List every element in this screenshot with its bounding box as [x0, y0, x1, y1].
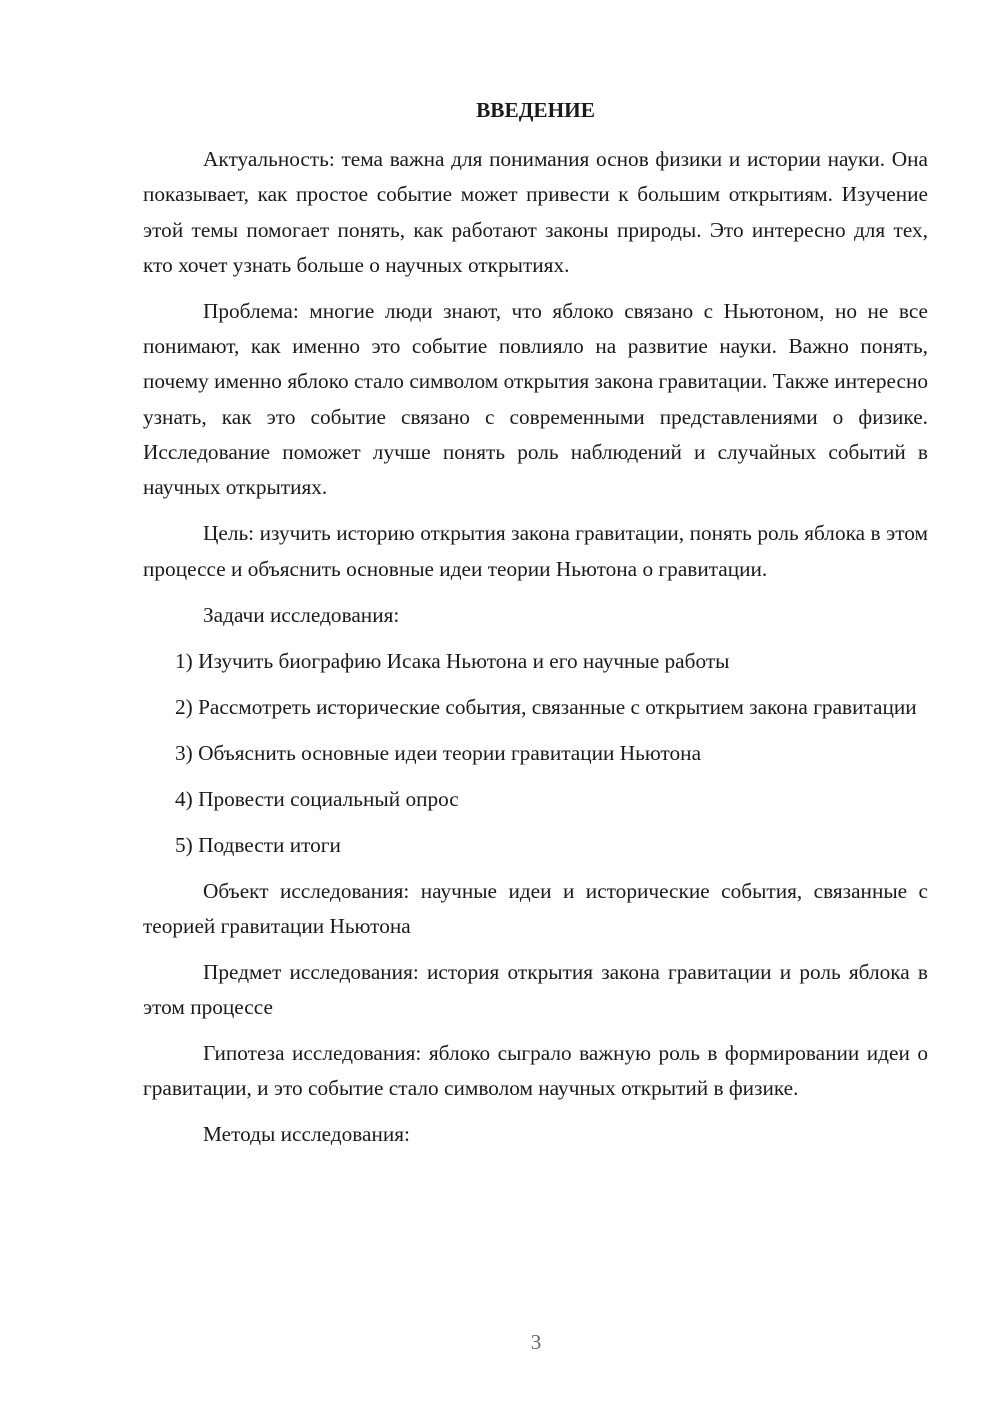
- section-title: ВВЕДЕНИЕ: [476, 98, 595, 122]
- page-content: [143, 93, 928, 1163]
- paragraph-relevance: Актуальность: тема важна для понимания основ физики и истории науки. Она показывает, как простое событие может привести к большим открытиям. Изучение этой темы помогает понять, как работают законы природы. Это интересно для тех, кто хочет узнать больше о научных открытиях.: [143, 147, 928, 277]
- tasks-heading: Задачи исследования:: [203, 602, 400, 627]
- task-item-5: 5) Подвести итоги: [175, 832, 341, 857]
- paragraph-subject: Предмет исследования: история открытия закона гравитации и роль яблока в этом процессе: [143, 959, 928, 1020]
- paragraph-goal: Цель: изучить историю открытия закона гравитации, понять роль яблока в этом процессе и объяснить основные идеи теории Ньютона о гравитации.: [143, 521, 928, 581]
- task-item-1: 1) Изучить биографию Исака Ньютона и его научные работы: [175, 648, 730, 673]
- page-number: 3: [530, 1330, 542, 1354]
- paragraph-problem: Проблема: многие люди знают, что яблоко связано с Ньютоном, но не все понимают, как именно это событие повлияло на развитие науки. Важно понять, почему именно яблоко стало символом открытия закона гравитации. Также интересно узнать, как это событие связано с современными представлениями о физике. Исследование поможет лучше понять роль наблюдений и случайных событий в научных открытиях.: [143, 298, 928, 500]
- task-item-4: 4) Провести социальный опрос: [175, 786, 459, 811]
- paragraph-object: Объект исследования: научные идеи и исторические события, связанные с теорией гравитации Ньютона: [143, 878, 928, 938]
- task-item-3: 3) Объяснить основные идеи теории гравитации Ньютона: [175, 740, 702, 765]
- task-item-2: 2) Рассмотреть исторические события, связанные с открытием закона гравитации: [175, 694, 917, 719]
- methods-heading: Методы исследования:: [203, 1122, 410, 1147]
- paragraph-hypothesis: Гипотеза исследования: яблоко сыграло важную роль в формировании идеи о гравитации, и это событие стало символом научных открытий в физике.: [143, 1041, 928, 1101]
